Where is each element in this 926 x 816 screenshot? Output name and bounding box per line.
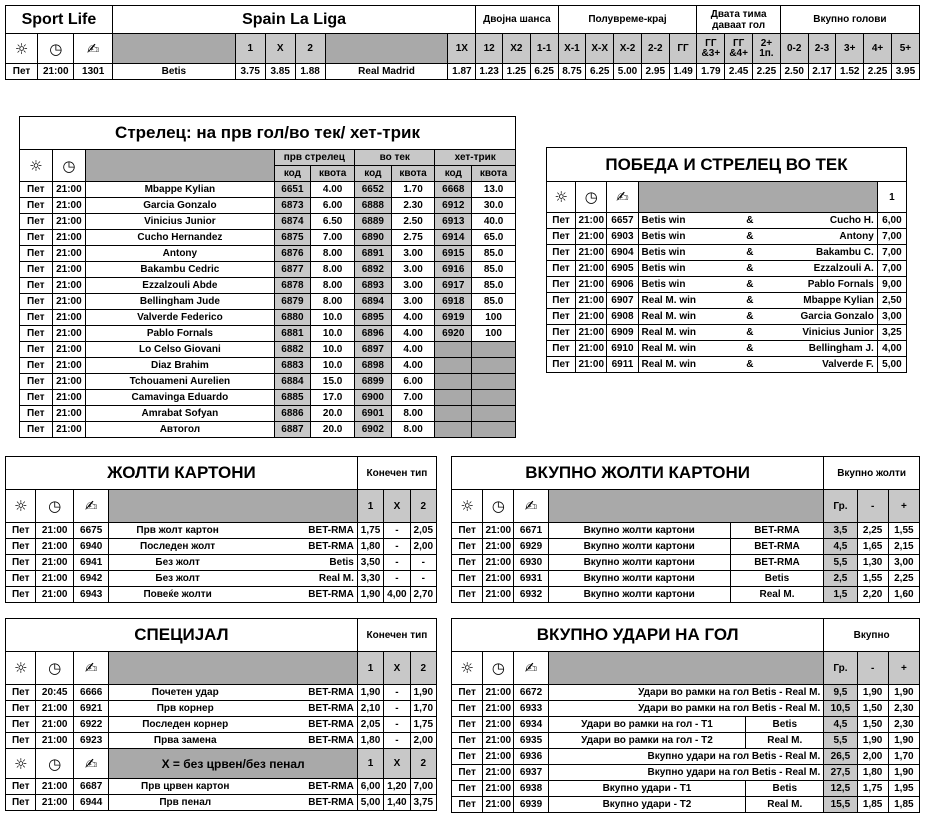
first-scorer-header: прв стрелец — [274, 150, 354, 166]
total-yellow-title: ВКУПНО ЖОЛТИ КАРТОНИ — [452, 457, 824, 490]
pencil-icon: ✍ — [73, 490, 108, 523]
group-total-goals: Вкупно голови — [780, 6, 919, 34]
gear-icon: ☼ — [547, 182, 576, 213]
table-row: Пет 21:00 6907 Real M. win & Mbappe Kylian 2,50 — [547, 293, 907, 309]
table-row: Пет 21:00 1301 Betis 3.75 3.85 1.88 Real Madrid 1.87 1.23 1.25 6.25 8.75 6.25 5.00 2.95 1.49 1.79 2.45 2.25 2.50 2.17 1.52 2.25 3.95 — [6, 64, 920, 80]
yellow-cards-table: ЖОЛТИ КАРТОНИ Конечен тип ☼ ◷ ✍ 1 X 2 Пет 21:00 6675 Прв жолт картон BET-RMA 1,75 - 2,05 Пет 21:00 6940 Последен жолт BET-RMA 1,80 - 2,00 Пет 21:00 6941 Без жолт Betis 3,50 - - Пет 21:00 6942 Без жолт Real M. 3,30 - - Пет 21:00 6943 Повеќе жолти BET-RMA 1,90 4,00 2,70 — [5, 456, 437, 603]
table-row: Пет 21:00 Pablo Fornals 6881 10.0 6896 4.00 6920 100 — [20, 326, 516, 342]
table-row: Пет 21:00 6910 Real M. win & Bellingham J. 4,00 — [547, 341, 907, 357]
table-row: Пет 21:00 6932 Вкупно жолти картони Real M. 1,5 2,20 1,60 — [452, 587, 920, 603]
col-x: X — [265, 34, 295, 64]
table-row: Пет 21:00 6671 Вкупно жолти картони BET-RMA 3,5 2,25 1,55 — [452, 523, 920, 539]
special-subheader: ☼ ◷ ✍ X = без црвен/без пенал 1 X 2 — [6, 749, 437, 779]
col-1: 1 — [877, 182, 906, 213]
col-1: 1 — [235, 34, 265, 64]
gear-icon: ☼ — [6, 490, 36, 523]
table-row: Пет 21:00 6938 Вкупно удари - Т1 Betis 12,5 1,75 1,95 — [452, 781, 920, 797]
gear-icon: ☼ — [452, 490, 483, 523]
table-row: Пет 21:00 6929 Вкупно жолти картони BET-RMA 4,5 1,65 2,15 — [452, 539, 920, 555]
table-row: Пет 21:00 Amrabat Sofyan 6886 20.0 6901 8.00 — [20, 406, 516, 422]
table-row: Пет 21:00 Mbappe Kylian 6651 4.00 6652 1.70 6668 13.0 — [20, 182, 516, 198]
col-x-2: X-2 — [614, 34, 642, 64]
special-note: X = без црвен/без пенал — [109, 749, 357, 779]
table-row: Пет 21:00 Garcia Gonzalo 6873 6.00 6888 2.30 6912 30.0 — [20, 198, 516, 214]
player-name: Antony — [86, 246, 274, 262]
special-table: СПЕЦИЈАЛ Конечен тип ☼ ◷ ✍ 1 X 2 Пет 20:45 6666 Почетен удар BET-RMA 1,90 - 1,90 Пет 21:00 6921 Прв корнер BET-RMA 2,10 - 1,70 Пет 21:00 6922 Последен корнер BET-RMA 2,05 - 1,75 Пет 21:00 6923 Прва замена BET-RMA 1,80 - 2,00 ☼ ◷ ✍ X = без црвен/без пенал 1 X 2 Пет 21:00 6687 Прв црвен картон BET-RMA 6,00 1,20 7,00 Пет 21:00 6944 Прв пенал BET-RMA 5,00 1,40 3,75 — [5, 618, 437, 811]
table-row: Пет 21:00 6657 Betis win & Cucho H. 6,00 — [547, 213, 907, 229]
col-2-3: 2-3 — [808, 34, 836, 64]
table-row: Пет 21:00 6911 Real M. win & Valverde F. 5,00 — [547, 357, 907, 373]
table-row: Пет 21:00 6921 Прв корнер BET-RMA 2,10 - 1,70 — [6, 701, 437, 717]
special-title: СПЕЦИЈАЛ — [6, 619, 358, 652]
col-4plus: 4+ — [864, 34, 892, 64]
table-row: Пет 21:00 Vinicius Junior 6874 6.50 6889 2.50 6913 40.0 — [20, 214, 516, 230]
anytime-header: во тек — [355, 150, 435, 166]
special-header — [109, 652, 357, 685]
table-row: Пет 21:00 Bellingham Jude 6879 8.00 6894 3.00 6918 85.0 — [20, 294, 516, 310]
table-row: Пет 21:00 Cucho Hernandez 6875 7.00 6890 2.75 6914 65.0 — [20, 230, 516, 246]
player-name: Lo Celso Giovani — [86, 342, 274, 358]
table-row: Пет 21:00 6922 Последен корнер BET-RMA 2,05 - 1,75 — [6, 717, 437, 733]
pencil-icon: ✍ — [73, 652, 108, 685]
table-row: Пет 21:00 6941 Без жолт Betis 3,50 - - — [6, 555, 437, 571]
win-scorer-title: ПОБЕДА И СТРЕЛЕЦ ВО ТЕК — [547, 148, 907, 182]
col-1x: 1X — [448, 34, 476, 64]
table-row: Пет 21:00 6934 Удари во рамки на гол - Т1 Betis 4,5 1,50 2,30 — [452, 717, 920, 733]
table-row: Пет 21:00 6933 Удари во рамки на гол Betis - Real M. 10,5 1,50 2,30 — [452, 701, 920, 717]
col-12: 12 — [476, 34, 503, 64]
table-row: Пет 21:00 6909 Real M. win & Vinicius Junior 3,25 — [547, 325, 907, 341]
col-gg: ГГ — [669, 34, 697, 64]
table-row: Пет 21:00 6943 Повеќе жолти BET-RMA 1,90 4,00 2,70 — [6, 587, 437, 603]
table-row: Пет 21:00 Bakambu Cedric 6877 8.00 6892 3.00 6916 85.0 — [20, 262, 516, 278]
table-row: Пет 21:00 6935 Удари во рамки на гол - Т2 Real M. 5,5 1,90 1,90 — [452, 733, 920, 749]
final-type-header: Конечен тип — [357, 619, 436, 652]
player-name: Valverde Federico — [86, 310, 274, 326]
player-name: Vinicius Junior — [86, 214, 274, 230]
gear-icon: ☼ — [20, 150, 53, 182]
away-team: Real Madrid — [325, 64, 448, 80]
col-2plus-1p: 2+ 1п. — [753, 34, 781, 64]
clock-icon: ◷ — [38, 34, 74, 64]
main-odds-table — [5, 5, 920, 80]
player-name: Ezzalzouli Abde — [86, 278, 274, 294]
table-row: Пет 21:00 6942 Без жолт Real M. 3,30 - - — [6, 571, 437, 587]
col-3plus: 3+ — [836, 34, 864, 64]
player-header — [86, 150, 274, 182]
gear-icon: ☼ — [452, 652, 483, 685]
table-row: Пет 21:00 Antony 6876 8.00 6891 3.00 6915 85.0 — [20, 246, 516, 262]
table-row: Пет 21:00 6905 Betis win & Ezzalzouli A. 7,00 — [547, 261, 907, 277]
total-header: Вкупно — [824, 619, 920, 652]
clock-icon: ◷ — [36, 749, 74, 779]
gear-icon: ☼ — [6, 652, 36, 685]
col-gg4: ГГ &4+ — [725, 34, 753, 64]
table-row: Пет 21:00 6904 Betis win & Bakambu C. 7,00 — [547, 245, 907, 261]
total-yellow-table: ВКУПНО ЖОЛТИ КАРТОНИ Вкупно жолти ☼ ◷ ✍ Гр. - + Пет 21:00 6671 Вкупно жолти картони BET-RMA 3,5 2,25 1,55 Пет 21:00 6929 Вкупно жолти картони BET-RMA 4,5 1,65 2,15 Пет 21:00 6930 Вкупно жолти картони BET-RMA 5,5 1,30 3,00 Пет 21:00 6931 Вкупно жолти картони Betis 2,5 1,55 2,25 Пет 21:00 6932 Вкупно жолти картони Real M. 1,5 2,20 1,60 — [451, 456, 920, 603]
table-row: Пет 21:00 Diaz Brahim 6883 10.0 6898 4.00 — [20, 358, 516, 374]
col-x-x: X-X — [586, 34, 614, 64]
table-row: Пет 21:00 6930 Вкупно жолти картони BET-RMA 5,5 1,30 3,00 — [452, 555, 920, 571]
clock-icon: ◷ — [36, 490, 74, 523]
table-row: Пет 21:00 Автогол 6887 20.0 6902 8.00 — [20, 422, 516, 438]
table-row: Пет 21:00 6944 Прв пенал BET-RMA 5,00 1,40 3,75 — [6, 795, 437, 811]
col-5plus: 5+ — [891, 34, 919, 64]
player-name: Cucho Hernandez — [86, 230, 274, 246]
player-name: Автогол — [86, 422, 274, 438]
group-double-chance: Двојна шанса — [476, 6, 558, 34]
table-row: Пет 21:00 Valverde Federico 6880 10.0 6895 4.00 6919 100 — [20, 310, 516, 326]
table-row: Пет 21:00 Ezzalzouli Abde 6878 8.00 6893 3.00 6917 85.0 — [20, 278, 516, 294]
player-name: Amrabat Sofyan — [86, 406, 274, 422]
table-row: Пет 21:00 6936 Вкупно удари на гол Betis - Real M. 26,5 2,00 1,70 — [452, 749, 920, 765]
player-name: Diaz Brahim — [86, 358, 274, 374]
total-yellow-col-header — [548, 490, 824, 523]
table-row: Пет 21:00 6931 Вкупно жолти картони Betis 2,5 1,55 2,25 — [452, 571, 920, 587]
pencil-icon: ✍ — [73, 749, 108, 779]
home-header — [112, 34, 235, 64]
group-both-score: Двата тима даваат гол — [697, 6, 780, 34]
table-row: Пет 21:00 6908 Real M. win & Garcia Gonzalo 3,00 — [547, 309, 907, 325]
table-row: Пет 21:00 6675 Прв жолт картон BET-RMA 1,75 - 2,05 — [6, 523, 437, 539]
player-name: Tchouameni Aurelien — [86, 374, 274, 390]
gear-icon: ☼ — [6, 34, 38, 64]
col-2-2: 2-2 — [641, 34, 669, 64]
clock-icon: ◷ — [36, 652, 74, 685]
table-row: Пет 21:00 6940 Последен жолт BET-RMA 1,80 - 2,00 — [6, 539, 437, 555]
table-row: Пет 21:00 6939 Вкупно удари - Т2 Real M. 15,5 1,85 1,85 — [452, 797, 920, 813]
clock-icon: ◷ — [52, 150, 86, 182]
table-row: Пет 21:00 Camavinga Eduardo 6885 17.0 6900 7.00 — [20, 390, 516, 406]
pencil-icon: ✍ — [514, 652, 548, 685]
group-halftime-fulltime: Полувреме-крај — [558, 6, 697, 34]
shots-title: ВКУПНО УДАРИ НА ГОЛ — [452, 619, 824, 652]
brand-title: Sport Life — [6, 6, 113, 34]
shots-col-header — [548, 652, 824, 685]
home-team: Betis — [112, 64, 235, 80]
table-row: Пет 21:00 Lo Celso Giovani 6882 10.0 6897 4.00 — [20, 342, 516, 358]
player-name: Mbappe Kylian — [86, 182, 274, 198]
clock-icon: ◷ — [576, 182, 607, 213]
player-name: Pablo Fornals — [86, 326, 274, 342]
player-name: Garcia Gonzalo — [86, 198, 274, 214]
player-name: Bakambu Cedric — [86, 262, 274, 278]
win-scorer-header — [638, 182, 877, 213]
table-row: Пет 21:00 6903 Betis win & Antony 7,00 — [547, 229, 907, 245]
table-row: Пет 21:00 6687 Прв црвен картон BET-RMA 6,00 1,20 7,00 — [6, 779, 437, 795]
player-name: Camavinga Eduardo — [86, 390, 274, 406]
clock-icon: ◷ — [483, 490, 514, 523]
clock-icon: ◷ — [483, 652, 514, 685]
final-type-header: Конечен тип — [357, 457, 436, 490]
scorer-title: Стрелец: на прв гол/во тек/ хет-трик — [20, 117, 516, 150]
table-row: Пет 21:00 6672 Удари во рамки на гол Betis - Real M. 9,5 1,90 1,90 — [452, 685, 920, 701]
table-row: Пет 21:00 6906 Betis win & Pablo Fornals 9,00 — [547, 277, 907, 293]
win-scorer-table — [546, 147, 907, 373]
yellow-title: ЖОЛТИ КАРТОНИ — [6, 457, 358, 490]
col-x-1: X-1 — [558, 34, 586, 64]
scorer-table: Стрелец: на прв гол/во тек/ хет-трик ☼ ◷ прв стрелец во тек хет-трик код квота код квота код квота Пет 21:00 Mbappe Kylian 6651 4.00 6652 1.70 6668 13.0 Пет 21:00 Garcia Gonzalo 6873 6.00 6888 2.30 6912 30.0 Пет 21:00 Vinicius Junior 6874 6.50 6889 2.50 6913 40.0 Пет 21:00 Cucho Hernandez 6875 7.00 6890 2.75 6914 65.0 Пет 21:00 Antony 6876 8.00 6891 3.00 6915 85.0 Пет 21:00 Bakambu Cedric 6877 8.00 6892 3.00 6916 85.0 Пет 21:00 Ezzalzouli Abde 6878 8.00 6893 3.00 6917 85.0 Пет 21:00 Bellingham Jude 6879 8.00 6894 3.00 6918 85.0 Пет 21:00 Valverde Federico 6880 10.0 6895 4.00 6919 100 Пет 21:00 Pablo Fornals 6881 10.0 6896 4.00 6920 100 Пет 21:00 Lo Celso Giovani 6882 10.0 6897 4.00 Пет 21:00 Diaz Brahim 6883 10.0 6898 4.00 Пет 21:00 Tchouameni Aurelien 6884 15.0 6899 6.00 Пет 21:00 Camavinga Eduardo 6885 17.0 6900 7.00 Пет 21:00 Amrabat Sofyan 6886 20.0 6901 8.00 Пет 21:00 Автогол 6887 20.0 6902 8.00 — [19, 116, 516, 438]
col-1-1: 1-1 — [530, 34, 558, 64]
pencil-icon: ✍ — [74, 34, 112, 64]
shots-table: ВКУПНО УДАРИ НА ГОЛ Вкупно ☼ ◷ ✍ Гр. - + Пет 21:00 6672 Удари во рамки на гол Betis - Real M. 9,5 1,90 1,90 Пет 21:00 6933 Удари во рамки на гол Betis - Real M. 10,5 1,50 2,30 Пет 21:00 6934 Удари во рамки на гол - Т1 Betis 4,5 1,50 2,30 Пет 21:00 6935 Удари во рамки на гол - Т2 Real M. 5,5 1,90 1,90 Пет 21:00 6936 Вкупно удари на гол Betis - Real M. 26,5 2,00 1,70 Пет 21:00 6937 Вкупно удари на гол Betis - Real M. 27,5 1,80 1,90 Пет 21:00 6938 Вкупно удари - Т1 Betis 12,5 1,75 1,95 Пет 21:00 6939 Вкупно удари - Т2 Real M. 15,5 1,85 1,85 — [451, 618, 920, 813]
col-0-2: 0-2 — [780, 34, 808, 64]
player-name: Bellingham Jude — [86, 294, 274, 310]
league-title: Spain La Liga — [112, 6, 475, 34]
col-x2: X2 — [502, 34, 530, 64]
total-yellow-header: Вкупно жолти — [824, 457, 920, 490]
table-row: Пет 21:00 6923 Прва замена BET-RMA 1,80 - 2,00 — [6, 733, 437, 749]
table-row: Пет 20:45 6666 Почетен удар BET-RMA 1,90 - 1,90 — [6, 685, 437, 701]
pencil-icon: ✍ — [607, 182, 638, 213]
away-header — [325, 34, 448, 64]
col-gg3: ГГ &3+ — [697, 34, 725, 64]
gear-icon: ☼ — [6, 749, 36, 779]
table-row: Пет 21:00 6937 Вкупно удари на гол Betis - Real M. 27,5 1,80 1,90 — [452, 765, 920, 781]
yellow-header — [109, 490, 357, 523]
col-2: 2 — [295, 34, 325, 64]
hattrick-header: хет-трик — [435, 150, 516, 166]
pencil-icon: ✍ — [514, 490, 548, 523]
table-row: Пет 21:00 Tchouameni Aurelien 6884 15.0 6899 6.00 — [20, 374, 516, 390]
